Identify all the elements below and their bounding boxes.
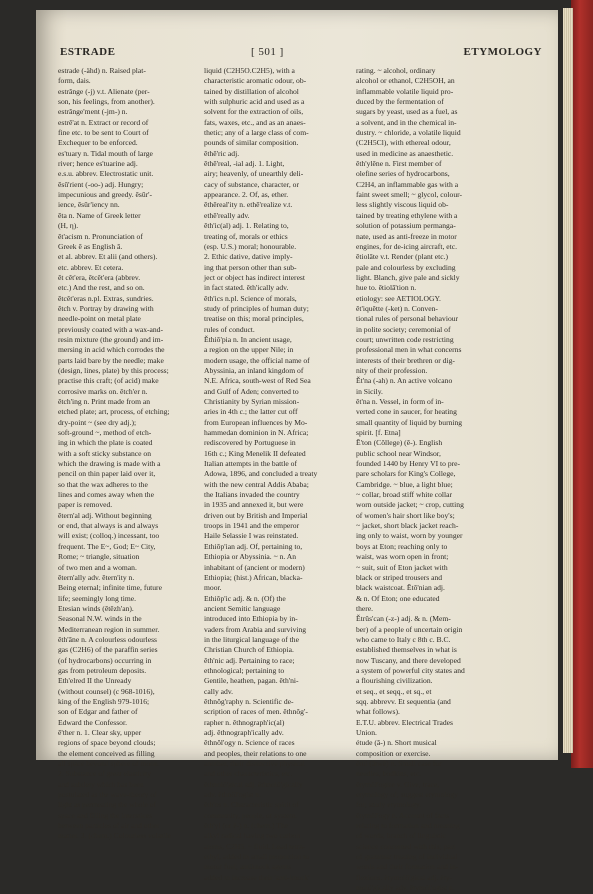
text-line: ětymŏl'ogize v. Give, trace,	[356, 779, 440, 789]
text-line: Etesian winds (ētēzh'an).	[58, 603, 134, 613]
text-line: ětch'ing n. Print made from an	[58, 397, 151, 406]
text-line: (without counsel) (c 968-1016),	[58, 686, 155, 696]
running-header	[36, 46, 558, 62]
text-line: thetic; any of a large class of com-	[204, 128, 309, 138]
text-line: a solvent, and in the chemical in-	[356, 117, 457, 127]
text-line: rapher n. ěthnograph'ic(al)	[204, 717, 285, 727]
text-line: words and their formation and in-	[356, 862, 459, 872]
text-line: worn outside jacket; ~ crop, cutting	[356, 500, 464, 510]
text-line: in Sicily.	[356, 386, 383, 396]
text-line: estrade (-ähd) n. Raised plat-	[58, 66, 146, 75]
text-line: river; hence es'tuarine adj.	[58, 159, 138, 169]
text-line: pale and colourless by excluding	[356, 262, 456, 272]
text-line: and peoples, their relations to one	[204, 748, 307, 758]
text-line: tional rules of personal behaviour	[356, 314, 459, 324]
text-line: Cambridge. ~ blue, a light blue;	[356, 479, 453, 489]
text-line: established themselves in what is	[356, 645, 457, 655]
text-line: king of the English 979-1016;	[58, 696, 150, 706]
text-line: in 1935 and annexed it, but were	[204, 500, 304, 510]
text-line: or end, that always is and always	[58, 521, 159, 531]
text-line: will exist; (colloq.) incessant, too	[58, 531, 160, 541]
text-line: etc. abbrev. Et cetera.	[58, 262, 124, 272]
text-line: now Tuscany, and there developed	[356, 655, 461, 665]
text-line: court; unwritten code restricting	[356, 334, 454, 344]
text-line: vaders from Arabia and surviving	[204, 624, 307, 634]
text-line: previously coated with a wax-and-	[58, 324, 164, 334]
text-line: ěth'nic adj. Pertaining to race;	[204, 655, 295, 665]
text-line: introduced into Ethiopia by in-	[204, 614, 298, 624]
text-line: with a soft sticky substance on	[58, 448, 152, 458]
text-line: study of principles of human duty;	[204, 303, 309, 313]
text-line: olefine series of hydrocarbons,	[356, 169, 450, 179]
text-line: son of Edgar and father of	[58, 707, 138, 717]
text-line: estrê'at n. Extract or record of	[58, 117, 149, 127]
text-line: public school near Windsor,	[356, 448, 441, 458]
text-line: in fact stated. ěth'ically adv.	[204, 283, 289, 293]
text-line: another, their distinctive physical	[204, 759, 305, 769]
text-line: composition or exercise.	[356, 748, 431, 758]
text-line: (esp. U.S.) moral; honourable.	[204, 241, 297, 251]
text-line: N.E. Africa, south-west of Red Sea	[204, 376, 311, 386]
text-line: of women's hair short like boy's;	[356, 510, 455, 520]
text-line: et seq., et seqq., et sq., et	[356, 686, 432, 696]
text-line: Haile Selassie I was reinstated.	[204, 531, 299, 541]
text-line: Italian attempts in the battle of	[204, 459, 297, 469]
text-line: inhabitant of (ancient or modern)	[204, 562, 305, 572]
text-line: ēthē'ric adj.	[204, 148, 240, 158]
text-line: characteristic aromatic odour, ob-	[204, 76, 307, 86]
text-line: modern usage, the official name of	[204, 355, 310, 365]
text-line: Exchequer to be enforced.	[58, 138, 138, 148]
text-line: all space beyond sphere of moon.	[58, 759, 160, 769]
text-line: Ětrŭs'can (-z-) adj. & n. (Mem-	[356, 614, 451, 624]
text-line: solution of potassium permanga-	[356, 221, 456, 231]
text-line: light as permeating the whole of	[58, 800, 157, 810]
text-line: aries in 4th c.; the latter cut off	[204, 407, 298, 417]
text-line: in polite society; ceremonial of	[356, 324, 451, 334]
text-line: E.T.U. abbrev. Electrical Trades	[356, 717, 453, 727]
text-line: adv. ěthnŏl'ogist n.	[204, 790, 261, 800]
text-line: rules of conduct.	[204, 324, 255, 334]
text-line: treatise on this; moral principles,	[204, 314, 304, 324]
text-line: appearance. 2. Of, as, ether.	[204, 190, 289, 200]
text-line: engines, for de-icing aircraft, etc.	[356, 241, 457, 251]
text-line: estrănge'ment (-jm-) n.	[58, 107, 128, 117]
text-line: ancient Semitic language	[204, 603, 281, 613]
text-line: dry-point ~ (see dry adj.);	[58, 417, 137, 427]
text-line: treating of, morals or ethics	[204, 231, 288, 241]
text-line: between particles of air and other	[58, 821, 160, 831]
text-line: with the new central Addis Ababa;	[204, 479, 309, 489]
text-line: life; seemingly long time.	[58, 593, 137, 603]
text-line: (design, lines, plate) by this process;	[58, 365, 169, 375]
text-line: with sulphuric acid and used as a	[204, 97, 305, 107]
text-line: ěth'āne n. A colourless odourless	[58, 634, 158, 644]
text-line: and Gulf of Aden; converted to	[204, 386, 299, 396]
text-line: space and filling the interstices	[58, 810, 153, 820]
text-line: ject or object has indirect interest	[204, 272, 305, 282]
text-line: etiology: see AETIOLOGY.	[356, 293, 441, 303]
text-line: Ěthiō'pia n. In ancient usage,	[204, 334, 292, 344]
text-line: ~ collar, broad stiff white collar	[356, 490, 453, 500]
text-line: soft-ground ~, method of etch-	[58, 428, 152, 438]
text-line: paper is removed.	[58, 500, 113, 510]
text-line: inflammable volatile liquid pro-	[356, 86, 454, 96]
text-line: ~ suit, suit of Eton jacket with	[356, 562, 448, 572]
text-line: moor.	[204, 583, 222, 593]
text-line: needles, bodkins, etc.	[356, 769, 422, 779]
text-line: matter. 3. (chem.) Colourless volatile	[58, 831, 171, 841]
text-line: ethnological; pertaining to	[204, 665, 285, 675]
text-line: lines and comes away when the	[58, 490, 154, 500]
text-line: atoms, C2H5. ~ fluid, Lead tetra-	[204, 841, 306, 851]
text-line: ēta n. Name of Greek letter	[58, 210, 141, 220]
text-line: Ethiopia or Abyssinia. ~ n. An	[204, 552, 297, 562]
text-line: pounds of similar composition.	[204, 138, 299, 148]
text-line: resin mixture (the ground) and im-	[58, 334, 164, 344]
text-line: frequent. The E~, God; E~ City,	[58, 541, 156, 551]
text-line: Gentile, heathen, pagan. ěth'ni-	[204, 676, 299, 686]
text-line: e.s.u. abbrev. Electrostatic unit.	[58, 169, 154, 179]
text-line: hue to. ētiolā'tion n.	[356, 283, 417, 293]
text-line: nity of their profession.	[356, 365, 428, 375]
text-line: gas (C2H6) of the paraffin series	[58, 645, 158, 655]
text-line: fine etc. to be sent to Court of	[58, 128, 149, 138]
text-line: Christian Church of Ethiopia.	[204, 645, 294, 655]
text-line: Seasonal N.W. winds in the	[58, 614, 142, 624]
text-line: sqq. abbrevv. Et sequentia (and	[356, 696, 451, 706]
text-line: etymology of; suggest etymology	[356, 790, 458, 800]
text-line: et al. abbrev. Et alii (and others).	[58, 252, 158, 262]
text-line: es'tuary n. Tidal mouth of large	[58, 148, 153, 158]
text-line: interests of their brethren or dig-	[356, 355, 455, 365]
dictionary-page	[36, 10, 558, 893]
book-spine	[571, 0, 593, 768]
text-line: ~ jacket, short black jacket reach-	[356, 521, 459, 531]
text-line: of words; branch of linguistic	[356, 831, 446, 841]
text-line: scription of races of men. ěthnŏg'-	[204, 707, 308, 717]
text-line: 16th c.; King Menelik II defeated	[204, 448, 306, 458]
text-line: ētcět'eras n.pl. Extras, sundries.	[58, 293, 154, 303]
text-line: founded 1440 by Henry VI to pre-	[356, 459, 461, 469]
text-line: a system of powerful city states and	[356, 665, 465, 675]
text-line: motor fuel; antiknock agents	[204, 862, 292, 872]
page-edges	[563, 8, 573, 753]
text-line: spirit. [f. Etna]	[356, 428, 401, 438]
text-line: faint sweet smell; ~ glycol, colour-	[356, 190, 463, 200]
text-line: and other characteristics, etc.	[204, 769, 293, 779]
text-line: ēthēreal'ity n. ethē'realize v.t.	[204, 200, 293, 210]
text-line: nate, used as anti-freeze in motor	[356, 231, 457, 241]
text-line: hammedan dominion in N. Africa;	[204, 428, 309, 438]
text-line: and subtlety which has been	[58, 779, 144, 789]
text-line: relating to formation and meaning	[356, 821, 460, 831]
text-line: small quantity of liquid by burning	[356, 417, 463, 427]
text-line: ěth'yl (or ē-) n. (chem.) The	[204, 821, 289, 831]
text-line: etc.) And the rest, and so on.	[58, 283, 145, 293]
text-line: of grammar treating of individual	[356, 852, 458, 862]
text-line: molŏ'gically adv. ětymŏl'ogist n.	[356, 883, 455, 893]
text-line: airy; heavenly, of unearthly deli-	[204, 169, 304, 179]
text-line: so that the wax adheres to the	[58, 479, 148, 489]
text-line: Ethiŏp'ic adj. & n. (Of) the	[204, 593, 286, 603]
text-line: solvent for the extraction of oils,	[204, 107, 304, 117]
text-line: Rome; ~ triangle, situation	[58, 552, 140, 562]
text-line: which the drawing is made with a	[58, 459, 161, 469]
text-line: liquid (C2H5O.C2H5), with a	[204, 66, 295, 75]
text-line: cally adv.	[204, 686, 234, 696]
text-line: Ět'na (-ah) n. An active volcano	[356, 376, 453, 386]
text-line: C2H4, an inflammable gas with a	[356, 179, 459, 189]
text-line: Christianity by Syrian mission-	[204, 397, 300, 406]
text-line: added to increase their 'anti-knock'	[204, 872, 310, 882]
text-line: ētiolāte v.t. Render (plant etc.)	[356, 252, 449, 262]
text-line: alkyl radical having two carbon	[204, 831, 301, 841]
text-line: pencil on thin paper laid over it,	[58, 469, 156, 479]
column-3	[356, 66, 510, 893]
text-line: a flourishing civilization.	[356, 676, 433, 686]
text-line: science concerned with this; part	[356, 841, 456, 851]
text-line: adj. ěthnograph'ically adv.	[204, 728, 284, 737]
text-line: ing only to waist, worn by younger	[356, 531, 463, 541]
text-line: Eth'elred II the Unready	[58, 676, 132, 686]
text-line: ethyl, added in small proportion to	[204, 852, 310, 862]
text-line: black or striped trousers and	[356, 572, 443, 582]
text-line: mersing in acid which corrodes the	[58, 345, 165, 355]
text-line: & n. Of Eton; one educated	[356, 593, 440, 603]
text-line: etched plate; art, process, of etching;	[58, 407, 170, 417]
text-line: ětymŏl'ogy n. Account of facts	[356, 810, 450, 820]
text-line: verted cone in saucer, for heating	[356, 407, 457, 417]
text-line: regions of space beyond clouds;	[58, 738, 156, 748]
text-line: for; study etymology.	[356, 800, 422, 810]
text-line: postulated as the wave-theory of	[58, 790, 157, 800]
text-line: driven out by British and Imperial	[204, 510, 308, 520]
text-line: troops in 1941 and the emperor	[204, 521, 300, 531]
text-line: ěth'ic(al) adj. 1. Relating to,	[204, 221, 289, 231]
text-line: ing that person other than sub-	[204, 262, 297, 272]
text-line: tained by treating ethylene with a	[356, 210, 458, 220]
text-line: impecunious and greedy. ēsūr'-	[58, 190, 153, 200]
text-line: less slightly viscous liquid ob-	[356, 200, 449, 210]
text-line: ěth'os n. Characteristic spirit of	[204, 800, 299, 810]
text-line: 2. Ethic dative, dative imply-	[204, 252, 293, 262]
text-line: tained by distillation of alcohol	[204, 86, 299, 96]
text-line: boys at Eton; reaching only to	[356, 541, 448, 551]
text-line: of two men and a woman.	[58, 562, 137, 572]
text-line: alcohol or ethanol, C2H5OH, an	[356, 76, 455, 86]
text-line: fats, waxes, etc., and as an anaes-	[204, 117, 306, 127]
text-line: (of hydrocarbons) occurring in	[58, 655, 152, 665]
text-line: étude (ā-) n. Short musical	[356, 738, 437, 748]
text-line: Ethiōp'ian adj. Of, pertaining to,	[204, 541, 303, 551]
text-line: cacy of substance, character, or	[204, 179, 299, 189]
text-line: Adowa, 1896, and concluded a treaty	[204, 469, 318, 479]
text-line: parts laid bare by the needle; make	[58, 355, 164, 365]
text-line: waist, was worn open in front;	[356, 552, 449, 562]
page-number: [ 501 ]	[251, 46, 284, 58]
text-line: 2. Substance of great elasticity	[58, 769, 151, 779]
text-line: estrănge (-j) v.t. Alienate (per-	[58, 86, 150, 96]
column-1	[58, 66, 196, 841]
text-line: ethē'really adv.	[204, 210, 250, 220]
text-line: ět'iquĕtte (-ket) n. Conven-	[356, 303, 438, 313]
text-line: the Italians invaded the country	[204, 490, 300, 500]
text-line: duced by the fermentation of	[356, 97, 444, 107]
text-line: Union.	[356, 728, 377, 737]
text-line: used in medicine as anaesthetic.	[356, 148, 454, 158]
text-line: ěth'ylēne n. First member of	[356, 159, 442, 169]
text-line: ěthnŏl'ogy n. Science of races	[204, 738, 295, 748]
text-line: ētern'al adj. Without beginning	[58, 510, 152, 520]
text-line: in the liturgical language of the	[204, 634, 299, 644]
text-line: son, his feelings, from another).	[58, 97, 155, 107]
text-line: ět'acism n. Pronunciation of	[58, 231, 143, 241]
text-line: community, people, or system.	[204, 810, 298, 820]
text-line: black waistcoat. Ētō'nian adj.	[356, 583, 445, 593]
text-line: ět'na n. Vessel, in form of in-	[356, 397, 444, 406]
text-line: practise this craft; (of acid) make	[58, 376, 159, 386]
text-line: needle-point on metal plate	[58, 314, 141, 324]
text-line: ētern'ally adv. ētern'ity n.	[58, 572, 135, 582]
text-line: a region on the upper Nile; in	[204, 345, 294, 355]
text-line: form, dais.	[58, 76, 91, 86]
text-line: light. Blanch, give pale and sickly	[356, 272, 460, 282]
text-line: Greek ē as English ā.	[58, 241, 123, 251]
text-line: (H, η).	[58, 221, 79, 231]
text-line: Ethiopia; (hist.) African, blacka-	[204, 572, 303, 582]
text-line: professional men in what concerns	[356, 345, 462, 355]
text-line: from European influences by Mo-	[204, 417, 308, 427]
column-2	[204, 66, 349, 882]
text-line: sugars by yeast, used as a fuel, as	[356, 107, 458, 117]
text-line: Edward the Confessor.	[58, 717, 127, 727]
header-left-guide-word: ESTRADE	[60, 46, 116, 58]
text-line: ience, ēsūr'iency nn.	[58, 200, 120, 210]
text-line: the element conceived as filling	[58, 748, 155, 758]
text-line: ber) of a people of uncertain origin	[356, 624, 463, 634]
text-line: gas from petroleum deposits.	[58, 665, 147, 675]
text-line: flexions. ětymolŏ'gical adj. ěty-	[356, 872, 453, 882]
text-line: ětch v. Portray by drawing with	[58, 303, 154, 313]
text-line: ing in which the plate is coated	[58, 438, 153, 448]
text-line: there.	[356, 603, 374, 613]
text-line: corrosive marks on. ětch'er n.	[58, 386, 148, 396]
header-right-guide-word: ETYMOLOGY	[463, 46, 542, 58]
text-line: Being eternal; infinite time, future	[58, 583, 162, 593]
text-line: (C2H5Cl), with ethereal odour,	[356, 138, 451, 148]
text-line: ět cět'era, ētcět'era (abbrev.	[58, 272, 141, 282]
text-line: Ē'ton (Cŏllege) (ē-). English	[356, 438, 443, 448]
text-line: pare scholars for King's College,	[356, 469, 456, 479]
text-line: ěth'ics n.pl. Science of morals,	[204, 293, 297, 303]
text-line: ēsū'rient (-oo-) adj. Hungry;	[58, 179, 144, 189]
text-line: rating. ~ alcohol, ordinary	[356, 66, 436, 75]
text-line: rediscovered by Portuguese in	[204, 438, 296, 448]
text-line: ěthnŏg'raphy n. Scientific de-	[204, 696, 294, 706]
text-line: Abyssinia, an inland kingdom of	[204, 365, 304, 375]
text-line: ēthē'real, -ial adj. 1. Light,	[204, 159, 285, 169]
text-line: what follows).	[356, 707, 400, 717]
text-line: étui (ātwē) n. Small case for	[356, 759, 442, 769]
text-line: Mediterranean region in summer.	[58, 624, 160, 634]
text-line: who came to Italy c 8th c. B.C.	[356, 634, 451, 644]
text-line: ěthnolŏ'gical adj. ěthnolŏ'gically	[204, 779, 303, 789]
text-line: ē'ther n. 1. Clear sky, upper	[58, 728, 142, 737]
text-line: dustry. ~ chloride, a volatile liquid	[356, 128, 461, 138]
